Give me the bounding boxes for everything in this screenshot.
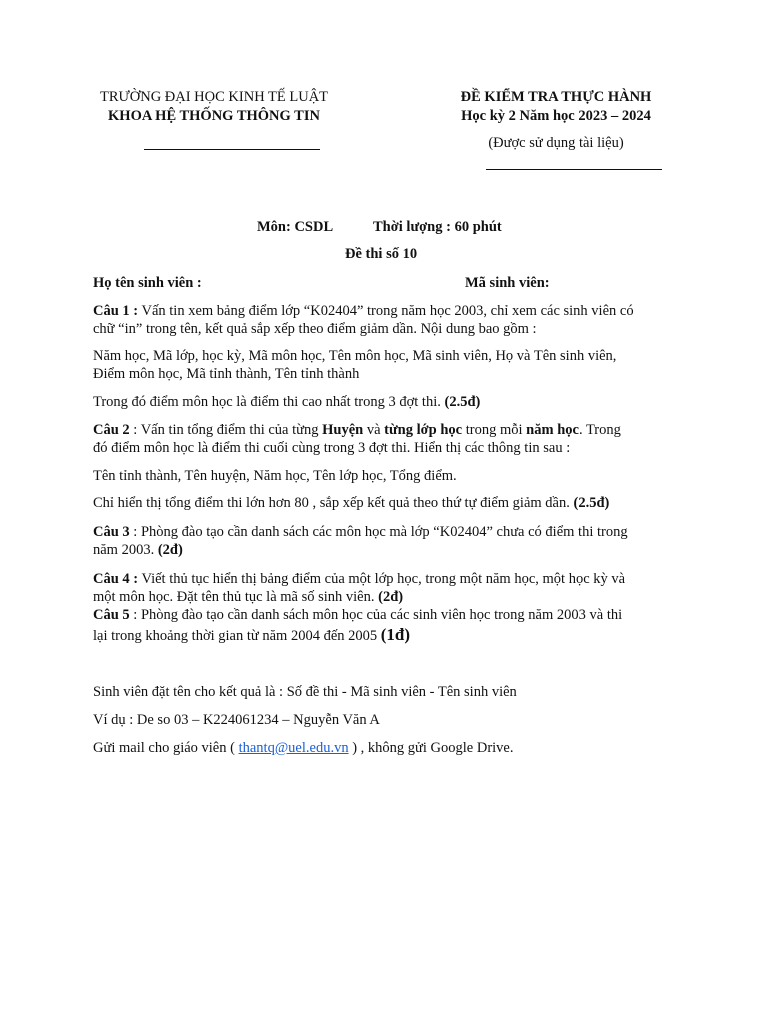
question-3-label: Câu 3 — [93, 524, 130, 540]
exam-number: Đề thi số 10 — [345, 246, 418, 262]
question-2-points: (2.5đ) — [573, 495, 610, 511]
materials-note: (Được sử dụng tài liệu) — [488, 135, 624, 151]
question-2-label: Câu 2 — [93, 422, 130, 438]
question-5-line-2: lại trong khoảng thời gian từ năm 2004 đến 2005 (1đ) — [93, 625, 411, 644]
university-name: TRƯỜNG ĐẠI HỌC KINH TẾ LUẬT — [99, 89, 329, 105]
student-id-label: Mã sinh viên: — [465, 275, 550, 291]
mail-instruction: Gửi mail cho giáo viên ( thantq@uel.edu.vn ) , không gửi Google Drive. — [93, 740, 514, 756]
question-3-line-2: năm 2003. (2đ) — [93, 542, 183, 558]
naming-example: Ví dụ : De so 03 – K224061234 – Nguyễn Văn A — [93, 712, 380, 728]
question-3-line-1: Câu 3 : Phòng đào tạo cần danh sách các môn học mà lớp “K02404” chưa có điểm thi trong — [93, 524, 628, 540]
question-5-line-1: Câu 5 : Phòng đào tạo cần danh sách môn học của các sinh viên học trong năm 2003 và thi — [93, 607, 623, 623]
question-2-line-2: đó điểm môn học là điểm thi cuối cùng trong 3 đợt thi. Hiển thị các thông tin sau : — [93, 440, 571, 456]
question-3-points: (2đ) — [157, 542, 183, 558]
header-divider-right — [486, 169, 662, 170]
question-2-line-3: Tên tỉnh thành, Tên huyện, Năm học, Tên lớp học, Tổng điểm. — [93, 468, 457, 484]
question-1-points: (2.5đ) — [444, 394, 481, 410]
university-header — [88, 88, 340, 126]
question-4-label: Câu 4 : — [93, 571, 139, 587]
question-1-line-1: Câu 1 : Vấn tin xem bảng điểm lớp “K02404” trong năm học 2003, chỉ xem các sinh viên có — [93, 303, 634, 319]
question-1-label: Câu 1 : — [93, 303, 139, 319]
question-5-label: Câu 5 — [93, 607, 130, 623]
exam-header — [440, 88, 672, 153]
header-divider-left — [144, 149, 320, 150]
naming-instruction: Sinh viên đặt tên cho kết quả là : Số đề thi - Mã sinh viên - Tên sinh viên — [93, 684, 517, 700]
question-4-line-2: một môn học. Đặt tên thủ tục là mã số sinh viên. (2đ) — [93, 589, 404, 605]
question-1-line-5: Trong đó điểm môn học là điểm thi cao nhất trong 3 đợt thi. (2.5đ) — [93, 394, 481, 410]
student-name-label: Họ tên sinh viên : — [93, 275, 202, 291]
question-2-line-1: Câu 2 : Vấn tin tổng điểm thi của từng Huyện và từng lớp học trong mỗi năm học. Trong — [93, 422, 621, 438]
question-1-line-4: Điểm môn học, Mã tỉnh thành, Tên tỉnh thành — [93, 366, 360, 382]
duration: Thời lượng : 60 phút — [373, 219, 502, 235]
question-1-line-2: chữ “in” trong tên, kết quả sắp xếp theo điểm giảm dần. Nội dung bao gồm : — [93, 321, 537, 337]
question-5-points: (1đ) — [380, 625, 411, 644]
exam-type: ĐỀ KIỂM TRA THỰC HÀNH — [460, 89, 652, 105]
question-4-line-1: Câu 4 : Viết thủ tục hiển thị bảng điểm của một lớp học, trong một năm học, một học kỳ và — [93, 571, 626, 587]
faculty-name: KHOA HỆ THỐNG THÔNG TIN — [108, 108, 320, 124]
subject: Môn: CSDL — [257, 219, 334, 235]
question-4-points: (2đ) — [378, 589, 404, 605]
question-2-line-4: Chỉ hiển thị tổng điểm thi lớn hơn 80 , sắp xếp kết quả theo thứ tự điểm giảm dần. (2.5đ) — [93, 495, 610, 511]
semester: Học kỳ 2 Năm học 2023 – 2024 — [461, 108, 651, 124]
question-1-line-3: Năm học, Mã lớp, học kỳ, Mã môn học, Tên môn học, Mã sinh viên, Họ và Tên sinh viên, — [93, 348, 617, 364]
teacher-email-link[interactable]: thantq@uel.edu.vn — [238, 740, 349, 756]
